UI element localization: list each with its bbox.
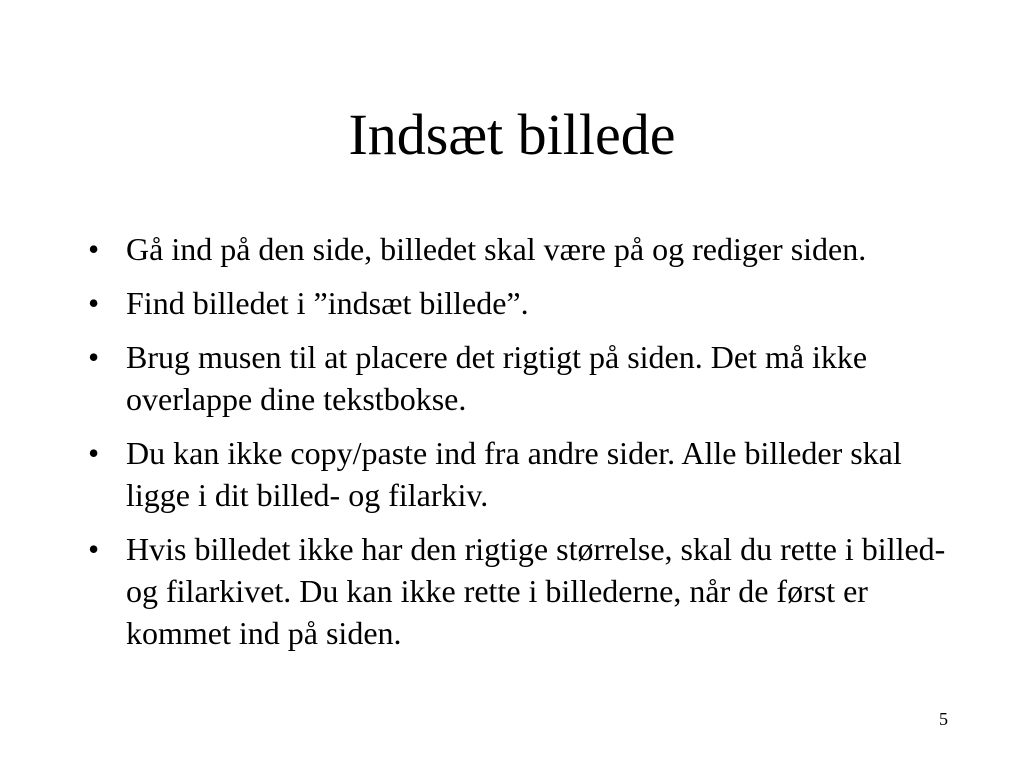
- bullet-icon: •: [88, 231, 100, 267]
- bullet-text: Brug musen til at placere det rigtigt på siden. Det må ikke overlappe dine tekstbokse.: [126, 339, 868, 417]
- bullet-icon: •: [88, 285, 100, 321]
- bullet-text: Find billedet i ”indsæt billede”.: [126, 285, 529, 321]
- bullet-text: Du kan ikke copy/paste ind fra andre sider. Alle billeder skal ligge i dit billed- og filarkiv.: [126, 435, 902, 513]
- bullet-icon: •: [88, 435, 100, 471]
- bullet-icon: •: [88, 531, 100, 567]
- bullet-item: [88, 528, 948, 654]
- bullet-text: Hvis billedet ikke har den rigtige størrelse, skal du rette i billed- og filarkivet. Du kan ikke rette i billederne, når de først er kommet ind på siden.: [126, 531, 946, 651]
- bullet-item: [88, 282, 948, 324]
- page-number: 5: [939, 709, 948, 729]
- slide-title: Indsæt billede: [348, 102, 676, 167]
- bullet-icon: •: [88, 339, 100, 375]
- bullet-list: [88, 228, 948, 666]
- bullet-item: [88, 336, 948, 420]
- bullet-text: Gå ind på den side, billedet skal være på og rediger siden.: [126, 231, 867, 267]
- bullet-item: [88, 432, 948, 516]
- bullet-item: [88, 228, 948, 270]
